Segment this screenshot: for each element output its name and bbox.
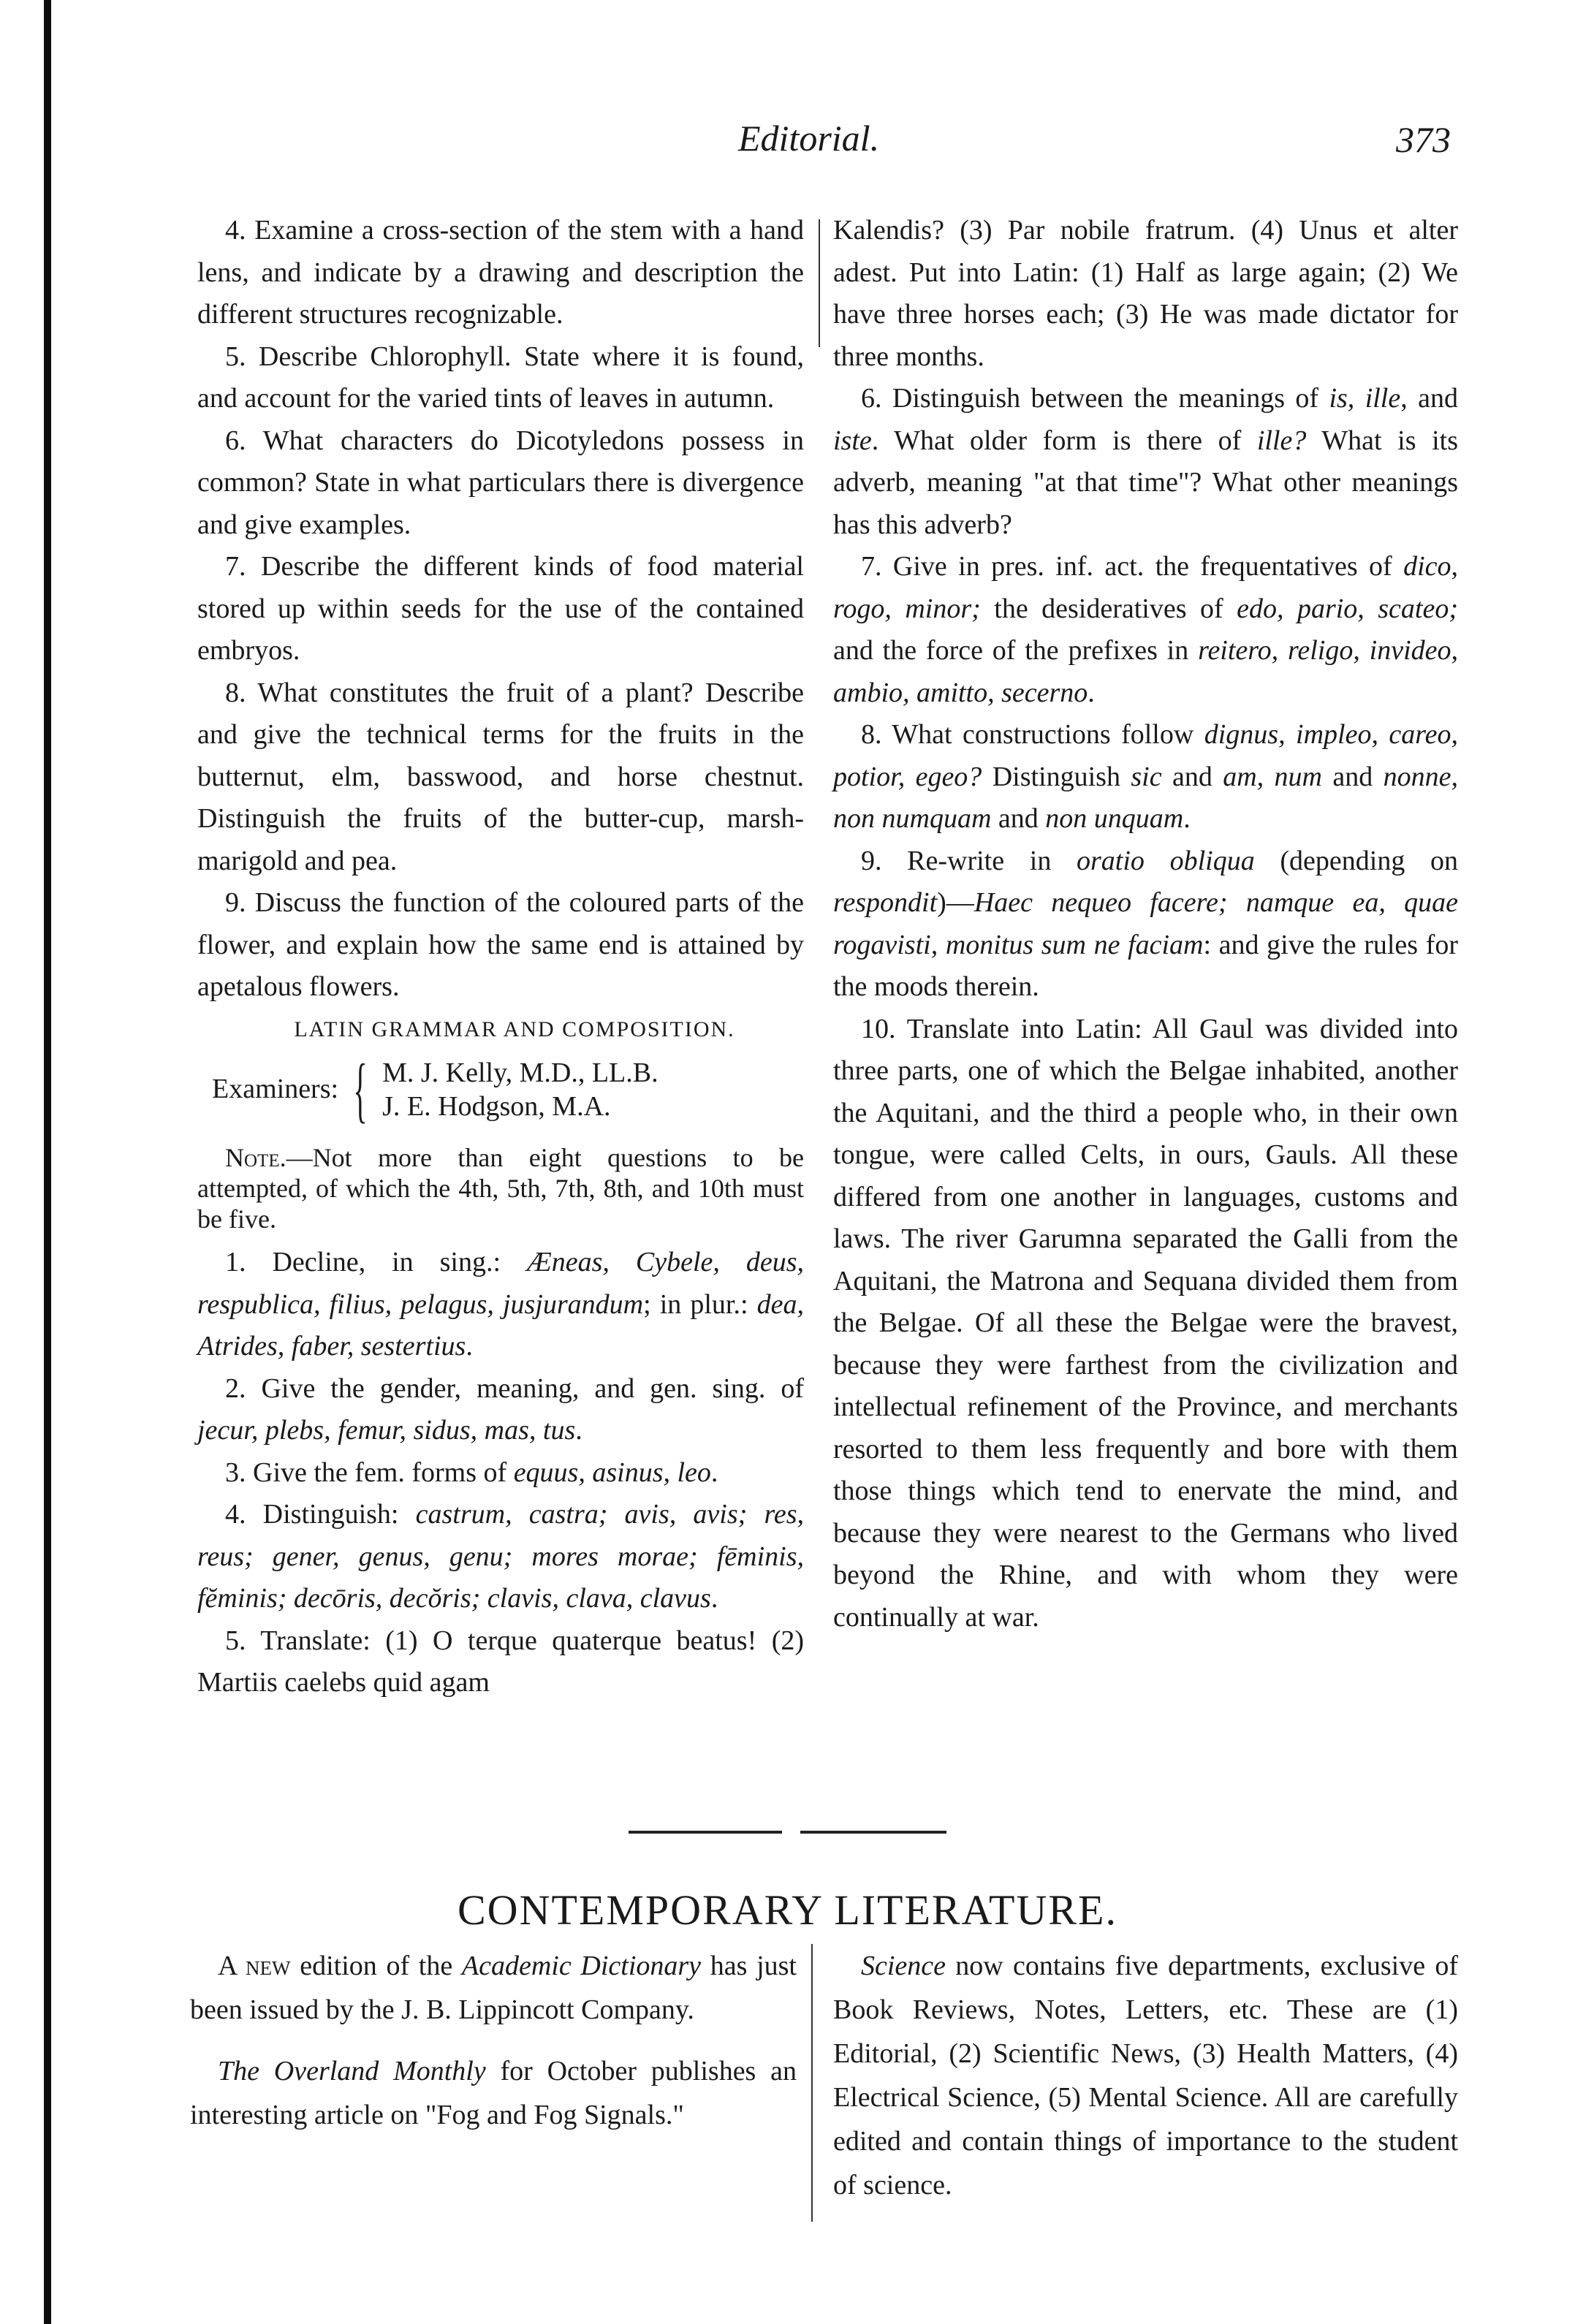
note-body: —Not more than eight questions to be attempted, of which the 4th, 5th, 7th, 8th, and 10th must be five. [197,1143,804,1234]
section-divider [800,1831,946,1834]
section-divider [629,1831,782,1834]
literature-paragraph: A new edition of the Academic Dictionary has just been issued by the J. B. Lippincott Company. [190,1951,797,2025]
examiner-name: J. E. Hodgson, M.A. [382,1091,611,1122]
question-paragraph: 8. What constructions follow dignus, impleo, careo, potior, egeo? Distinguish sic and am, num and nonne, non numquam and non unquam. [833,719,1458,834]
question-paragraph: 10. Translate into Latin: All Gaul was divided into three parts, one of which the Belgae inhabited, another the Aquitani, and the third a people who, in their own tongue, were called Celts, in ours, Gauls. All these differed from one another in languages, customs and laws. The river Garumna separated the Galli from the Aquitani, the Matrona and Sequana divided them from the Belgae. Of all these the Belgae were the bravest, because they were farthest from the civilization and intellectual refinement of the Province, and merchants resorted to them less frequently and bore with them those things which tend to enervate the mind, and because they were nearest to the Germans who lived beyond the Rhine, and with whom they were continually at war. [833,1013,1458,1633]
question-paragraph: Kalendis? (3) Par nobile fratrum. (4) Unus et alter adest. Put into Latin: (1) Half as large again; (2) We have three horses each; (3) He was made dictator for three months. [833,215,1458,372]
question-paragraph: 8. What constitutes the fruit of a plant? Describe and give the technical terms for the fruits in the butternut, elm, basswood, and horse chestnut. Distinguish the fruits of the butter-cup, marsh-marigold and pea. [197,677,804,876]
question-paragraph: 7. Give in pres. inf. act. the frequentatives of dico, rogo, minor; the desideratives of edo, pario, scateo; and the force of the prefixes in reitero, religo, invideo, ambio, amitto, secerno. [833,551,1459,708]
question-paragraph: 5. Translate: (1) O terque quaterque beatus! (2) Martiis caelebs quid agam [197,1625,804,1698]
question-paragraph: 9. Discuss the function of the coloured parts of the flower, and explain how the same end is attained by apetalous flowers. [197,887,804,1002]
question-paragraph: 9. Re-write in oratio obliqua (depending on respondit)—Haec nequeo facere; namque ea, quae rogavisti, monitus sum ne faciam: and give the rules for the moods therein. [833,845,1459,1002]
question-paragraph: 5. Describe Chlorophyll. State where it is found, and account for the varied tints of leaves in autumn. [197,341,804,414]
question-paragraph: 4. Examine a cross-section of the stem with a hand lens, and indicate by a drawing and description the different structures recognizable. [197,215,804,330]
literature-paragraph: The Overland Monthly for October publishes an interesting article on "Fog and Fog Signals." [190,2056,797,2130]
running-head: Editorial. [738,118,880,159]
exam-note [197,1142,804,1234]
literature-paragraph: Science now contains five departments, exclusive of Book Reviews, Notes, Letters, etc. These are (1) Editorial, (2) Scientific News, (3) Health Matters, (4) Electrical Science, (5) Mental Science. All are carefully edited and contain things of importance to the student of science. [833,1951,1458,2200]
column-rule [819,219,820,347]
section-heading: LATIN GRAMMAR AND COMPOSITION. [294,1017,735,1041]
question-paragraph: 4. Distinguish: castrum, castra; avis, avis; res, reus; gener, genus, genu; mores morae; fēminis, fĕminis; decōris, decŏris; clavis, clava, clavus. [197,1499,804,1614]
left-column [197,210,804,1704]
examiner-name: M. J. Kelly, M.D., LL.B. [382,1057,659,1088]
column-rule [811,1944,813,2222]
examiners-names [382,1056,659,1123]
question-paragraph: 3. Give the fem. forms of equus, asinus, leo. [225,1457,718,1488]
question-paragraph: 6. What characters do Dicotyledons possess in common? State in what particulars there is divergence and give examples. [197,425,804,540]
note-lead: Note. [225,1143,286,1172]
page-number: 373 [1396,119,1451,160]
question-paragraph: 2. Give the gender, meaning, and gen. sing. of jecur, plebs, femur, sidus, mas, tus. [197,1372,804,1446]
question-paragraph: 6. Distinguish between the meanings of is, ille, and iste. What older form is there of ille? What is its adverb, meaning "at that time"? What other meanings has this adverb? [833,383,1458,540]
examiners-block [212,1049,804,1130]
question-paragraph: 7. Describe the different kinds of food material stored up within seeds for the use of the contained embryos. [197,551,804,666]
literature-left-column [190,1944,797,2137]
right-column [833,210,1458,1638]
question-paragraph: 1. Decline, in sing.: Æneas, Cybele, deus, respublica, filius, pelagus, jusjurandum; in plur.: dea, Atrides, faber, sestertius. [197,1247,804,1362]
page-binding-edge [44,0,51,2324]
literature-right-column [833,1944,1458,2207]
brace: { [353,1049,368,1130]
examiners-label: Examiners: [212,1074,339,1105]
literature-title: CONTEMPORARY LITERATURE. [458,1886,1117,1934]
